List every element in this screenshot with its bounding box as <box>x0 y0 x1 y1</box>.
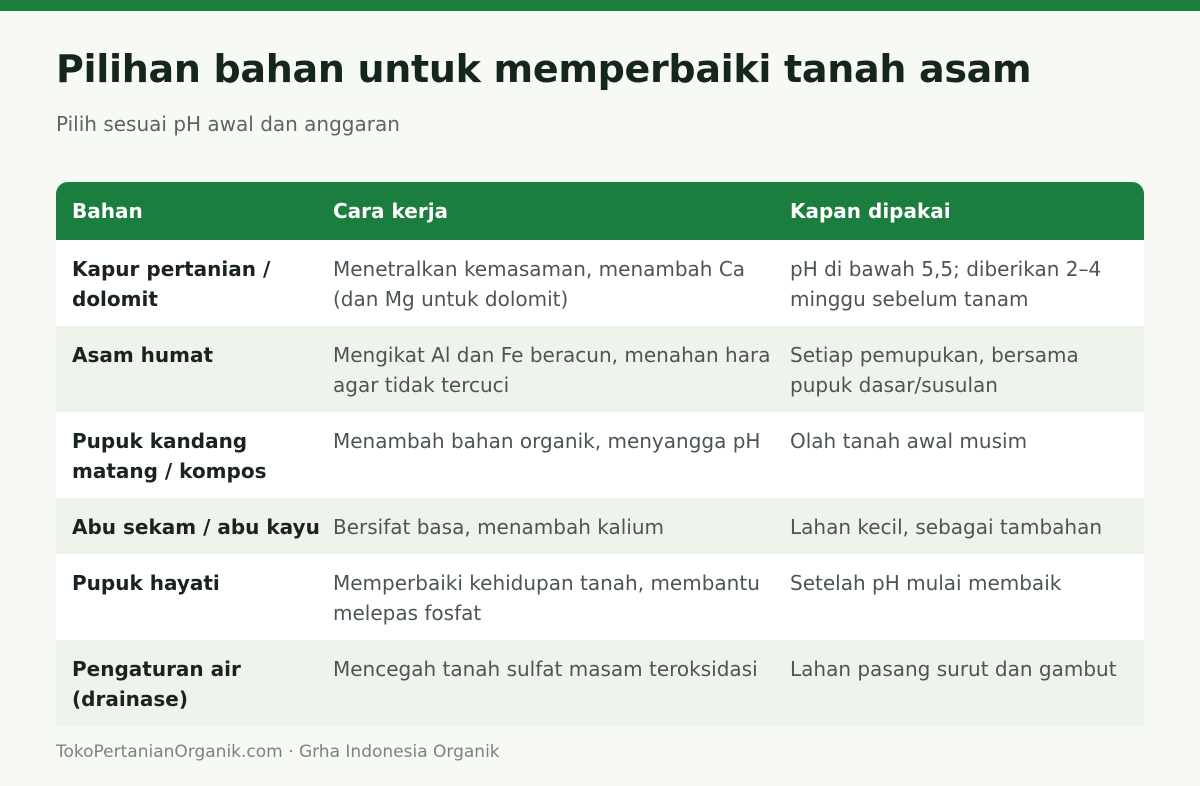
table-row <box>56 412 1144 498</box>
cell-bahan: Asam humat <box>72 343 214 367</box>
column-header-bahan: Bahan <box>72 199 143 223</box>
table-header <box>56 182 1144 240</box>
cell-cara-kerja: Mengikat Al dan Fe beracun, menahan hara agar tidak tercuci <box>333 343 771 397</box>
page-subtitle: Pilih sesuai pH awal dan anggaran <box>56 112 400 136</box>
cell-cara-kerja: Mencegah tanah sulfat masam teroksidasi <box>333 657 758 681</box>
cell-cara-kerja: Menambah bahan organik, menyangga pH <box>333 429 761 453</box>
cell-kapan-dipakai: Lahan kecil, sebagai tambahan <box>790 515 1103 539</box>
page-title: Pilihan bahan untuk memperbaiki tanah asam <box>56 47 1032 91</box>
cell-cara-kerja: Memperbaiki kehidupan tanah, membantu melepas fosfat <box>333 571 760 625</box>
cell-bahan: Pupuk kandang matang / kompos <box>72 429 267 483</box>
top-accent-bar <box>0 0 1200 11</box>
cell-cara-kerja: Bersifat basa, menambah kalium <box>333 515 665 539</box>
cell-bahan: Pengaturan air (drainase) <box>72 657 241 711</box>
cell-kapan-dipakai: pH di bawah 5,5; diberikan 2–4 minggu sebelum tanam <box>790 257 1102 311</box>
materials-table <box>56 182 1144 726</box>
table-row <box>56 240 1144 326</box>
cell-bahan: Kapur pertanian / dolomit <box>72 257 271 311</box>
table-row <box>56 498 1144 554</box>
footer-source: TokoPertanianOrganik.com · Grha Indonesia Organik <box>56 742 500 762</box>
cell-bahan: Abu sekam / abu kayu <box>72 515 320 539</box>
column-header-kapan-dipakai: Kapan dipakai <box>790 199 951 223</box>
cell-kapan-dipakai: Setelah pH mulai membaik <box>790 571 1062 595</box>
cell-bahan: Pupuk hayati <box>72 571 220 595</box>
table-row <box>56 554 1144 640</box>
table-row <box>56 326 1144 412</box>
cell-cara-kerja: Menetralkan kemasaman, menambah Ca (dan Mg untuk dolomit) <box>333 257 746 311</box>
cell-kapan-dipakai: Olah tanah awal musim <box>790 429 1028 453</box>
table-row <box>56 640 1144 726</box>
cell-kapan-dipakai: Setiap pemupukan, bersama pupuk dasar/susulan <box>790 343 1079 397</box>
cell-kapan-dipakai: Lahan pasang surut dan gambut <box>790 657 1117 681</box>
column-header-cara-kerja: Cara kerja <box>333 199 449 223</box>
